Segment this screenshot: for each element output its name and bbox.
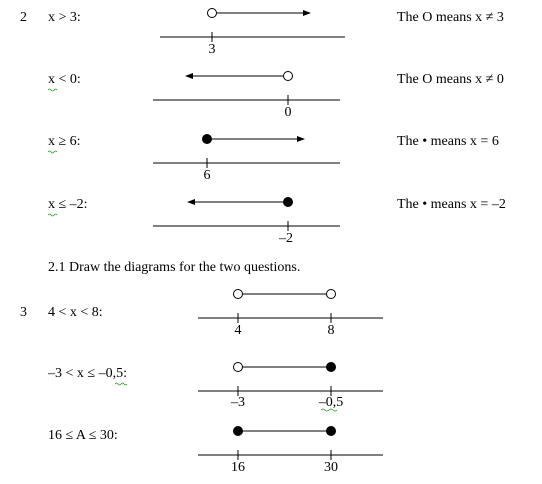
tick-label-0: 0 [284,105,292,120]
open-circle [327,290,336,299]
number-line-x-ge-6 [153,135,340,184]
tick-label-16: 16 [231,460,245,475]
tick-label-4: 4 [234,323,242,338]
spellcheck-squiggle [115,383,127,385]
q2-note-dot-minus2: The • means x = –2 [397,197,506,212]
tick-label-30: 30 [324,460,338,475]
question-2-number: 2 [20,10,27,25]
open-circle [284,72,293,81]
q3-condition-16-le-a-le-30: 16 ≤ A ≤ 30: [48,428,118,443]
q3-condition-4-lt-x-lt-8: 4 < x < 8: [48,305,103,320]
closed-dot [203,135,212,144]
number-line-x-gt-3 [160,9,345,58]
tick-label-minus0-5: –0,5 [318,395,344,410]
number-line-16-le-a-le-30 [198,427,383,476]
q2-condition-x-gt-3: x > 3: [48,10,81,25]
q2-note-open-circle-3: The O means x ≠ 3 [397,10,504,25]
q2-note-open-circle-0: The O means x ≠ 0 [397,72,504,87]
question-3-number: 3 [20,305,27,320]
number-line-4-lt-x-lt-8 [198,290,383,339]
spellcheck-squiggle [48,89,57,91]
tick-label-minus2: –2 [279,231,293,246]
number-line-minus3-lt-x-le-minus0-5 [198,363,383,412]
tick-label-6: 6 [203,168,211,183]
q2-condition-x-ge-6: x ≥ 6: [48,134,81,149]
tick-label-minus3: –3 [231,395,245,410]
spellcheck-squiggle [48,214,57,216]
open-circle [208,9,217,18]
q2-condition-x-le-minus2: x ≤ –2: [48,197,88,212]
q3-condition-minus3-lt-x-le-minus0-5: –3 < x ≤ –0,5: [48,366,127,381]
closed-dot [284,198,293,207]
closed-dot [234,427,243,436]
q2-note-dot-6: The • means x = 6 [397,134,499,149]
instruction-2-1: 2.1 Draw the diagrams for the two questions. [48,260,301,275]
open-circle [234,290,243,299]
open-circle [234,363,243,372]
q2-condition-x-lt-0: x < 0: [48,72,81,87]
closed-dot [327,427,336,436]
closed-dot [327,363,336,372]
tick-label-3: 3 [208,42,216,57]
spellcheck-squiggle [48,151,57,153]
number-line-x-le-minus2 [153,198,340,247]
tick-label-8: 8 [327,323,335,338]
number-line-x-lt-0 [153,72,340,121]
